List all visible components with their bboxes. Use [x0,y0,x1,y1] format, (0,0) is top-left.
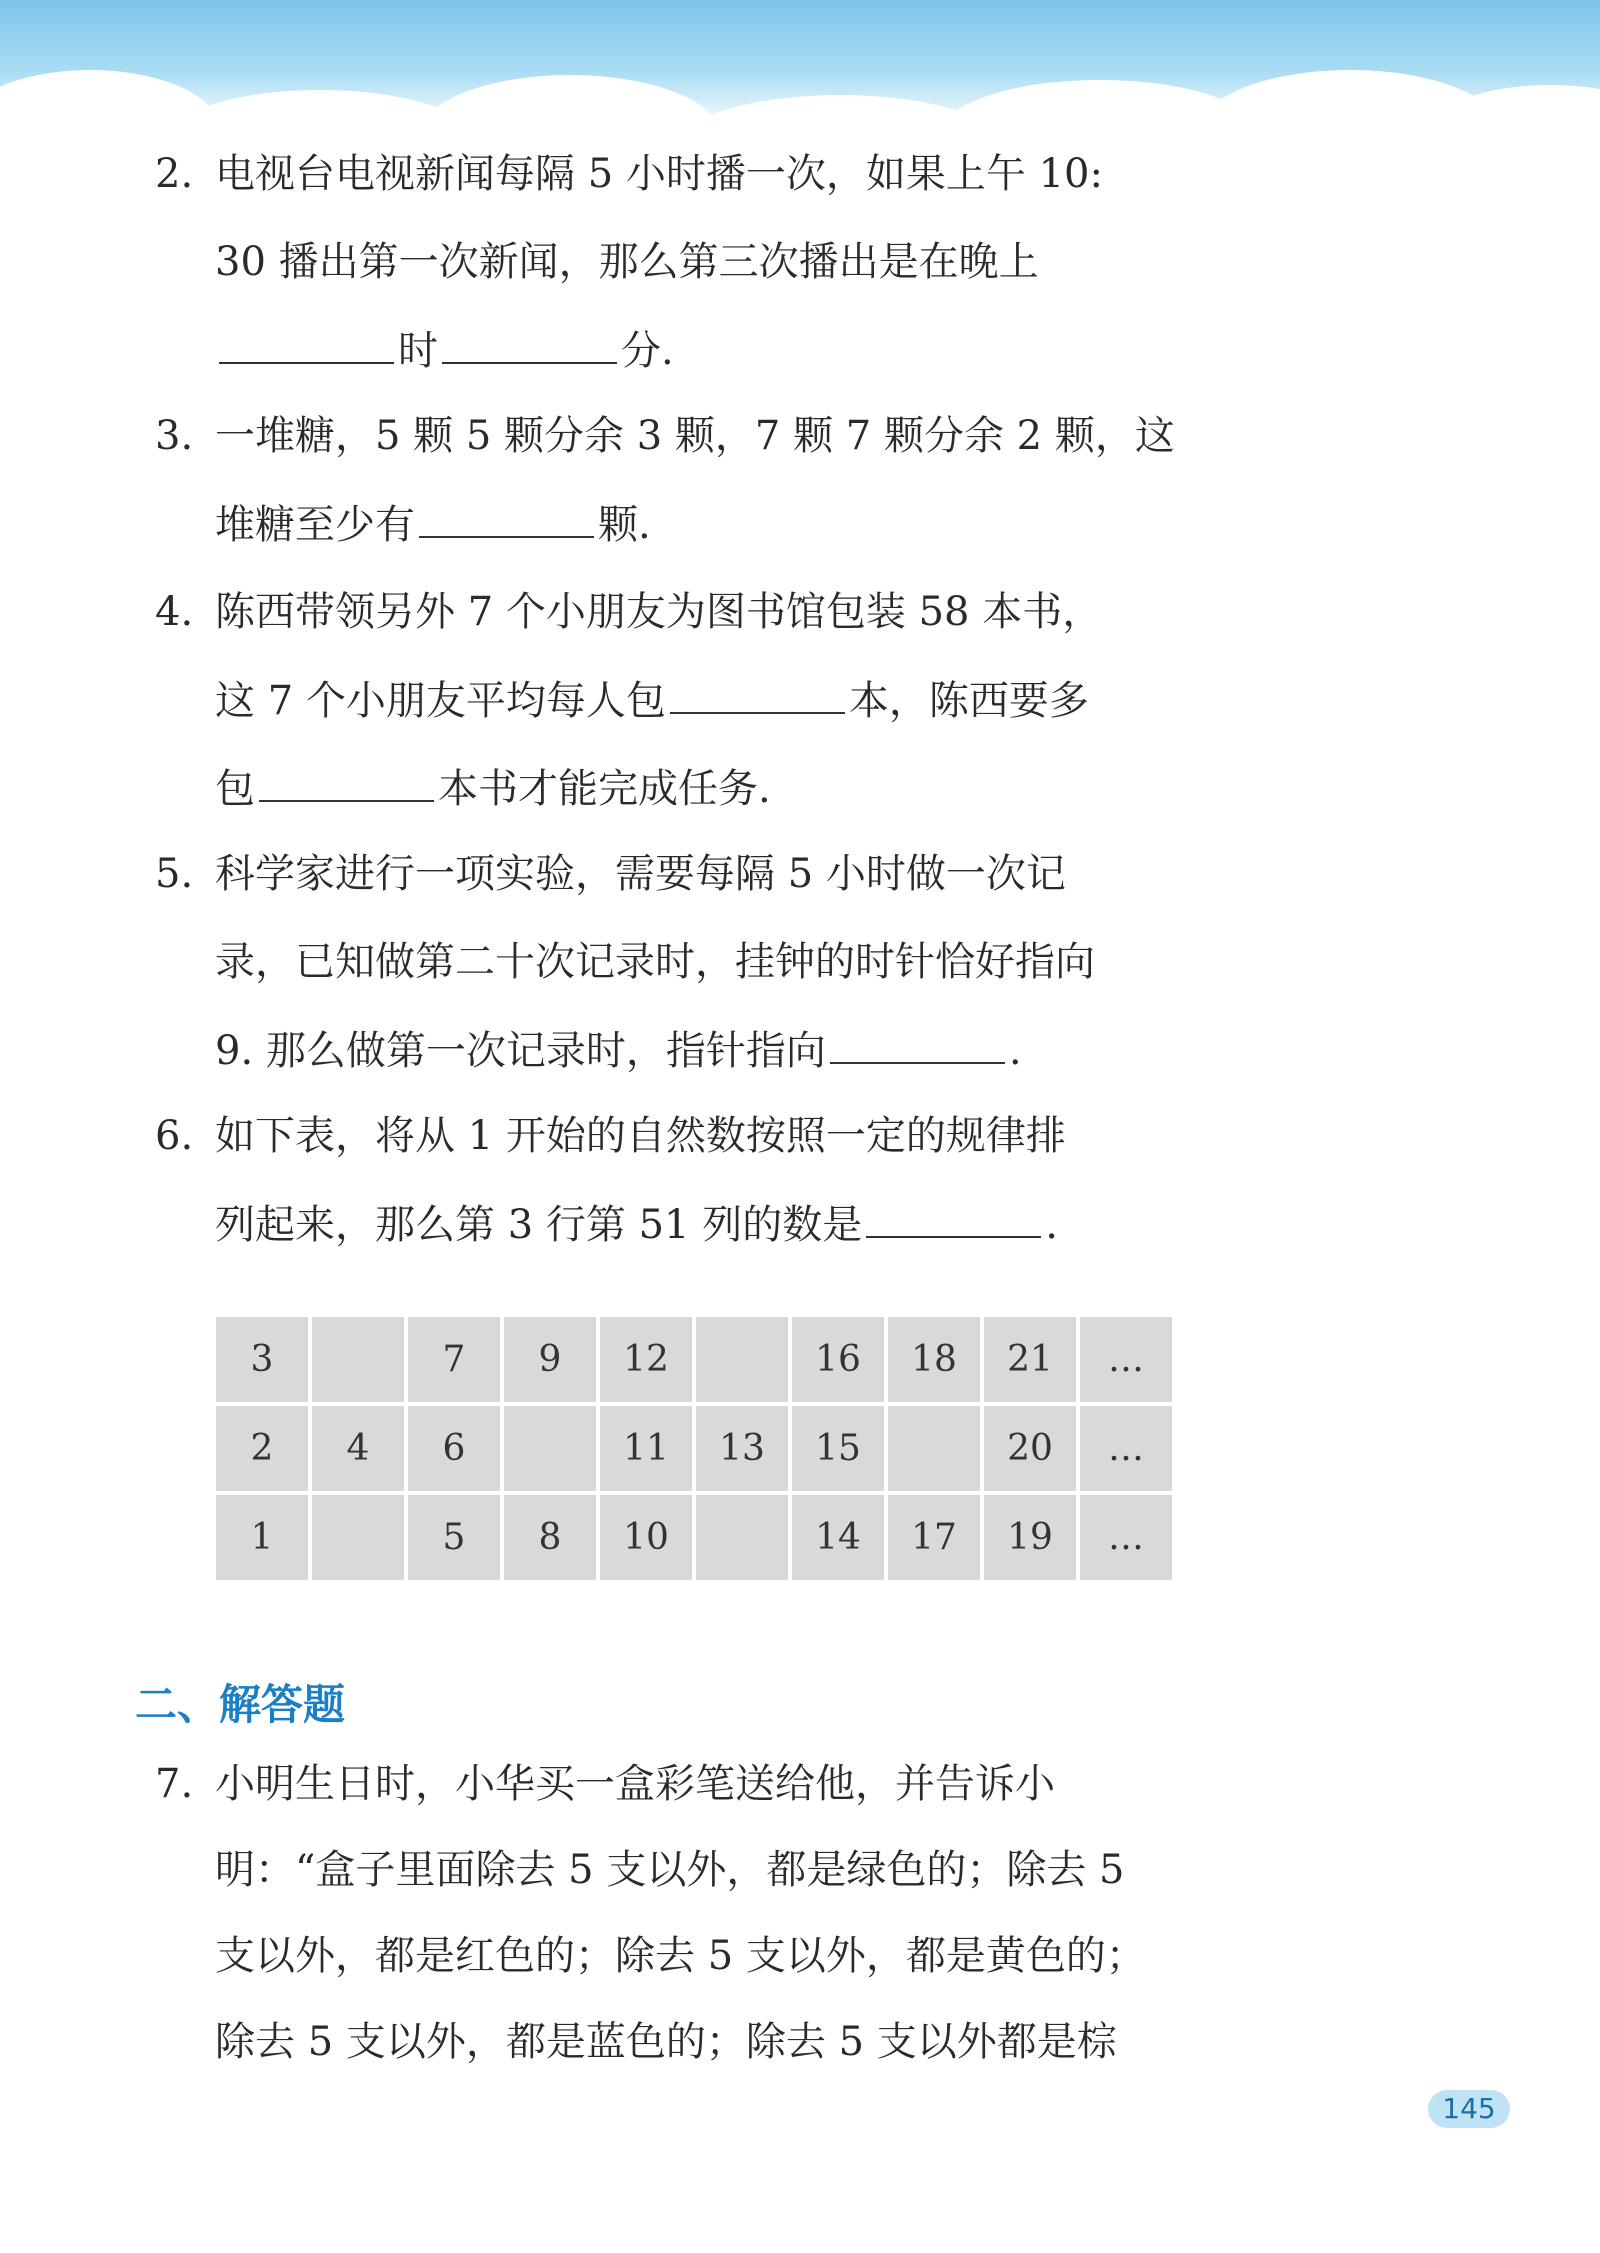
table-cell [886,1404,982,1493]
table-cell: … [1078,1315,1174,1404]
table-cell: 7 [406,1315,502,1404]
question-2-line-1 [155,152,1103,196]
question-number: 7. [155,1761,194,1807]
question-7-line-1 [155,1762,1055,1806]
answer-blank[interactable] [419,502,594,538]
question-3-line-1 [155,414,1175,458]
table-cell: 5 [406,1493,502,1582]
question-number: 6. [155,1113,194,1159]
section-heading: 二、解答题 [135,1680,346,1729]
question-text: 列起来，那么第 3 行第 51 列的数是 [215,1202,863,1248]
table-cell: 9 [502,1315,598,1404]
table-cell: 2 [214,1404,310,1493]
table-cell: 18 [886,1315,982,1404]
table-cell: 14 [790,1493,886,1582]
question-4-line-1 [155,590,1102,634]
table-cell: 13 [694,1404,790,1493]
question-text: . [1045,1202,1058,1248]
question-text: 本，陈西要多 [848,678,1089,724]
table-cell: 4 [310,1404,406,1493]
question-5-line-2: 录，已知做第二十次记录时，挂钟的时针恰好指向 [215,939,1095,985]
table-cell: … [1078,1404,1174,1493]
table-cell: 21 [982,1315,1078,1404]
answer-blank[interactable] [219,328,394,364]
question-text: 一堆糖，5 颗 5 颗分余 3 颗，7 颗 7 颗分余 2 颗，这 [215,413,1175,459]
page-number: 145 [1428,2090,1510,2128]
table-cell: … [1078,1493,1174,1582]
question-number: 5. [155,851,194,897]
table-cell: 10 [598,1493,694,1582]
question-4-line-3 [215,766,771,811]
question-text: 陈西带领另外 7 个小朋友为图书馆包装 58 本书， [215,589,1103,635]
table-cell: 17 [886,1493,982,1582]
question-number: 4. [155,589,194,635]
question-text: 这 7 个小朋友平均每人包 [215,678,666,724]
question-text: 颗. [598,502,651,548]
question-2-line-3 [215,328,674,373]
question-text: . [1008,1028,1022,1074]
table-cell [502,1404,598,1493]
table-row [214,1315,1174,1404]
question-7-line-3: 支以外，都是红色的；除去 5 支以外，都是黄色的； [215,1933,1146,1979]
question-text: 本书才能完成任务. [438,766,771,812]
question-text: 小明生日时，小华买一盒彩笔送给他，并告诉小 [215,1761,1055,1807]
table-cell: 12 [598,1315,694,1404]
question-text: 分. [621,328,674,374]
question-text: 如下表，将从 1 开始的自然数按照一定的规律排 [215,1113,1066,1159]
answer-blank[interactable] [866,1202,1041,1238]
number-pattern-table [212,1313,1176,1584]
question-text: 科学家进行一项实验，需要每隔 5 小时做一次记 [215,851,1066,897]
question-5-line-1 [155,852,1066,896]
answer-blank[interactable] [670,678,845,714]
table-row [214,1493,1174,1582]
table-cell: 20 [982,1404,1078,1493]
question-text: 9. 那么做第一次记录时，指针指向 [215,1028,826,1074]
question-6-line-1 [155,1114,1066,1158]
question-7-line-2: 明：“盒子里面除去 5 支以外，都是绿色的；除去 5 [215,1847,1125,1893]
table-cell: 11 [598,1404,694,1493]
question-6-line-2 [215,1202,1058,1247]
table-cell [310,1315,406,1404]
table-cell: 19 [982,1493,1078,1582]
table-cell: 6 [406,1404,502,1493]
table-cell [310,1493,406,1582]
question-number: 3. [155,413,194,459]
question-7-line-4: 除去 5 支以外，都是蓝色的；除去 5 支以外都是棕 [215,2019,1117,2065]
question-5-line-3 [215,1028,1022,1073]
answer-blank[interactable] [442,328,617,364]
answer-blank[interactable] [259,766,434,802]
question-text: 电视台电视新闻每隔 5 小时播一次，如果上午 10: [215,151,1103,197]
question-3-line-2 [215,502,651,547]
table-cell: 1 [214,1493,310,1582]
table-cell: 15 [790,1404,886,1493]
question-text: 时 [398,328,438,374]
question-4-line-2 [215,678,1089,723]
table-cell: 3 [214,1315,310,1404]
table-row [214,1404,1174,1493]
table-cell [694,1315,790,1404]
question-number: 2. [155,151,194,197]
table-cell [694,1493,790,1582]
answer-blank[interactable] [830,1028,1005,1064]
question-text: 包 [215,766,255,812]
question-text: 堆糖至少有 [215,502,415,548]
table-cell: 16 [790,1315,886,1404]
table-cell: 8 [502,1493,598,1582]
question-2-line-2: 30 播出第一次新闻，那么第三次播出是在晚上 [215,239,1039,285]
header-sky-band [0,0,1600,130]
